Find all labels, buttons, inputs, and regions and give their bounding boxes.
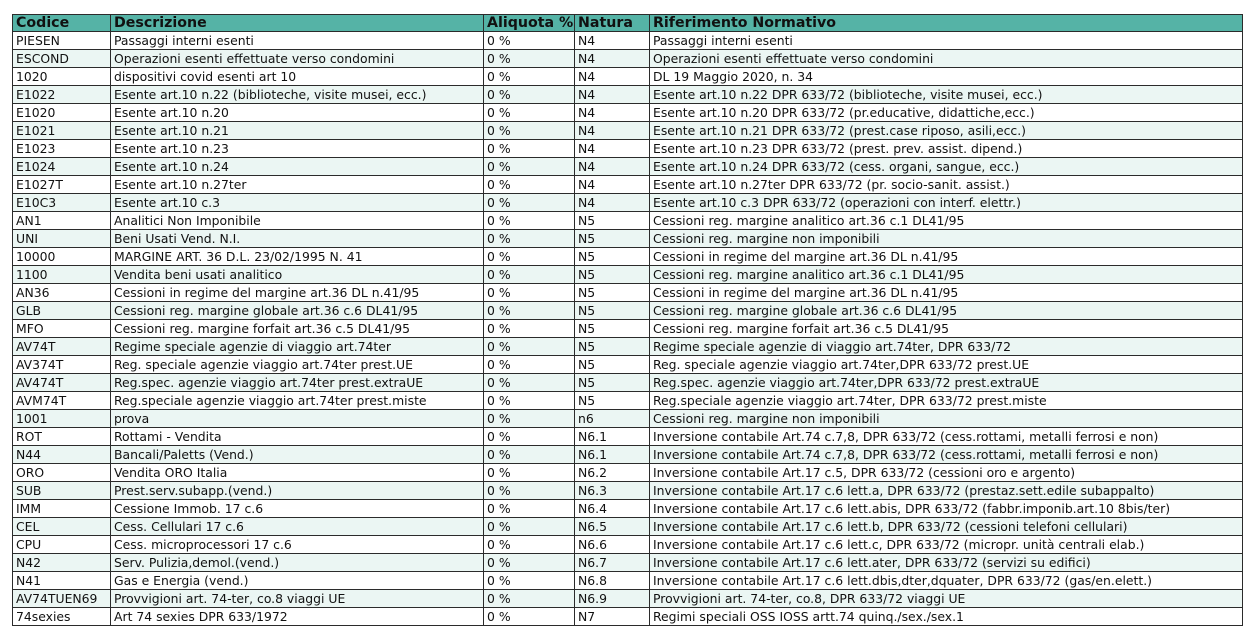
cell-natura: N5 (575, 356, 650, 374)
cell-natura: N6.1 (575, 428, 650, 446)
cell-riferimento-normativo: Esente art.10 n.22 DPR 633/72 (biblioteche, visite musei, ecc.) (650, 86, 1243, 104)
cell-codice: AV74TUEN69 (13, 590, 111, 608)
cell-aliquota: 0 % (484, 518, 575, 536)
cell-aliquota: 0 % (484, 320, 575, 338)
cell-riferimento-normativo: DL 19 Maggio 2020, n. 34 (650, 68, 1243, 86)
table-row[interactable] (13, 68, 1243, 86)
cell-descrizione: Cessioni reg. margine globale art.36 c.6 DL41/95 (111, 302, 484, 320)
cell-codice: E1024 (13, 158, 111, 176)
cell-natura: N4 (575, 104, 650, 122)
cell-codice: 74sexies (13, 608, 111, 626)
cell-aliquota: 0 % (484, 248, 575, 266)
cell-codice: 10000 (13, 248, 111, 266)
table-row[interactable] (13, 212, 1243, 230)
table-row[interactable] (13, 104, 1243, 122)
cell-natura: N4 (575, 86, 650, 104)
cell-natura: N5 (575, 392, 650, 410)
cell-riferimento-normativo: Inversione contabile Art.17 c.5, DPR 633/72 (cessioni oro e argento) (650, 464, 1243, 482)
cell-riferimento-normativo: Cessioni reg. margine globale art.36 c.6 DL41/95 (650, 302, 1243, 320)
table-row[interactable] (13, 266, 1243, 284)
cell-aliquota: 0 % (484, 176, 575, 194)
cell-aliquota: 0 % (484, 338, 575, 356)
table-row[interactable] (13, 356, 1243, 374)
cell-codice: PIESEN (13, 32, 111, 50)
cell-descrizione: Reg.speciale agenzie viaggio art.74ter prest.miste (111, 392, 484, 410)
vat-codes-table-container (12, 14, 1242, 626)
cell-codice: N44 (13, 446, 111, 464)
cell-natura: N4 (575, 50, 650, 68)
cell-aliquota: 0 % (484, 554, 575, 572)
cell-descrizione: Provvigioni art. 74-ter, co.8 viaggi UE (111, 590, 484, 608)
table-row[interactable] (13, 590, 1243, 608)
table-row[interactable] (13, 50, 1243, 68)
cell-descrizione: Rottami - Vendita (111, 428, 484, 446)
cell-codice: AN1 (13, 212, 111, 230)
cell-riferimento-normativo: Regime speciale agenzie di viaggio art.74ter, DPR 633/72 (650, 338, 1243, 356)
cell-codice: N41 (13, 572, 111, 590)
cell-natura: N5 (575, 212, 650, 230)
cell-aliquota: 0 % (484, 374, 575, 392)
table-header-row (13, 15, 1243, 32)
cell-aliquota: 0 % (484, 86, 575, 104)
cell-descrizione: Serv. Pulizia,demol.(vend.) (111, 554, 484, 572)
table-row[interactable] (13, 284, 1243, 302)
cell-riferimento-normativo: Cessioni in regime del margine art.36 DL n.41/95 (650, 284, 1243, 302)
cell-natura: N4 (575, 68, 650, 86)
cell-riferimento-normativo: Cessioni reg. margine non imponibili (650, 230, 1243, 248)
table-row[interactable] (13, 302, 1243, 320)
cell-codice: E1021 (13, 122, 111, 140)
table-row[interactable] (13, 230, 1243, 248)
cell-codice: 1001 (13, 410, 111, 428)
cell-aliquota: 0 % (484, 392, 575, 410)
cell-codice: 1100 (13, 266, 111, 284)
table-row[interactable] (13, 176, 1243, 194)
cell-aliquota: 0 % (484, 428, 575, 446)
cell-codice: ESCOND (13, 50, 111, 68)
cell-aliquota: 0 % (484, 266, 575, 284)
cell-descrizione: Cessioni reg. margine forfait art.36 c.5 DL41/95 (111, 320, 484, 338)
cell-natura: N4 (575, 158, 650, 176)
cell-descrizione: Esente art.10 n.24 (111, 158, 484, 176)
cell-aliquota: 0 % (484, 284, 575, 302)
cell-codice: 1020 (13, 68, 111, 86)
cell-aliquota: 0 % (484, 608, 575, 626)
cell-natura: N4 (575, 32, 650, 50)
table-row[interactable] (13, 248, 1243, 266)
cell-descrizione: Bancali/Paletts (Vend.) (111, 446, 484, 464)
cell-natura: N4 (575, 176, 650, 194)
cell-codice: E1027T (13, 176, 111, 194)
table-row[interactable] (13, 32, 1243, 50)
cell-natura: N5 (575, 266, 650, 284)
cell-natura: N7 (575, 608, 650, 626)
cell-riferimento-normativo: Regimi speciali OSS IOSS artt.74 quinq./sex./sex.1 (650, 608, 1243, 626)
cell-natura: N6.6 (575, 536, 650, 554)
cell-natura: N5 (575, 302, 650, 320)
cell-codice: AV374T (13, 356, 111, 374)
table-row[interactable] (13, 338, 1243, 356)
cell-codice: N42 (13, 554, 111, 572)
cell-riferimento-normativo: Reg.speciale agenzie viaggio art.74ter, DPR 633/72 prest.miste (650, 392, 1243, 410)
cell-codice: MFO (13, 320, 111, 338)
cell-riferimento-normativo: Esente art.10 n.27ter DPR 633/72 (pr. socio-sanit. assist.) (650, 176, 1243, 194)
cell-riferimento-normativo: Esente art.10 n.24 DPR 633/72 (cess. organi, sangue, ecc.) (650, 158, 1243, 176)
cell-aliquota: 0 % (484, 302, 575, 320)
cell-natura: N5 (575, 284, 650, 302)
cell-descrizione: Esente art.10 c.3 (111, 194, 484, 212)
cell-codice: ORO (13, 464, 111, 482)
cell-codice: UNI (13, 230, 111, 248)
cell-aliquota: 0 % (484, 482, 575, 500)
cell-descrizione: Operazioni esenti effettuate verso condomini (111, 50, 484, 68)
cell-riferimento-normativo: Inversione contabile Art.17 c.6 lett.abis, DPR 633/72 (fabbr.imponib.art.10 8bis/ter) (650, 500, 1243, 518)
cell-natura: N6.4 (575, 500, 650, 518)
cell-aliquota: 0 % (484, 122, 575, 140)
cell-codice: IMM (13, 500, 111, 518)
vat-codes-table (12, 14, 1243, 626)
cell-codice: SUB (13, 482, 111, 500)
table-row[interactable] (13, 86, 1243, 104)
cell-riferimento-normativo: Cessioni reg. margine forfait art.36 c.5 DL41/95 (650, 320, 1243, 338)
table-row[interactable] (13, 608, 1243, 626)
cell-aliquota: 0 % (484, 446, 575, 464)
cell-natura: N4 (575, 140, 650, 158)
cell-natura: N6.9 (575, 590, 650, 608)
table-row[interactable] (13, 158, 1243, 176)
cell-descrizione: Regime speciale agenzie di viaggio art.74ter (111, 338, 484, 356)
cell-descrizione: Analitici Non Imponibile (111, 212, 484, 230)
cell-aliquota: 0 % (484, 140, 575, 158)
cell-riferimento-normativo: Esente art.10 n.20 DPR 633/72 (pr.educative, didattiche,ecc.) (650, 104, 1243, 122)
cell-aliquota: 0 % (484, 194, 575, 212)
cell-riferimento-normativo: Esente art.10 n.21 DPR 633/72 (prest.case riposo, asili,ecc.) (650, 122, 1243, 140)
cell-descrizione: Passaggi interni esenti (111, 32, 484, 50)
cell-riferimento-normativo: Cessioni reg. margine analitico art.36 c.1 DL41/95 (650, 266, 1243, 284)
cell-descrizione: Art 74 sexies DPR 633/1972 (111, 608, 484, 626)
cell-descrizione: Cessioni in regime del margine art.36 DL n.41/95 (111, 284, 484, 302)
cell-codice: AN36 (13, 284, 111, 302)
cell-aliquota: 0 % (484, 158, 575, 176)
cell-codice: CPU (13, 536, 111, 554)
cell-aliquota: 0 % (484, 590, 575, 608)
cell-natura: N6.5 (575, 518, 650, 536)
cell-codice: E1022 (13, 86, 111, 104)
table-row[interactable] (13, 428, 1243, 446)
cell-natura: N5 (575, 374, 650, 392)
cell-riferimento-normativo: Reg. speciale agenzie viaggio art.74ter,DPR 633/72 prest.UE (650, 356, 1243, 374)
table-row[interactable] (13, 410, 1243, 428)
cell-descrizione: Vendita beni usati analitico (111, 266, 484, 284)
cell-aliquota: 0 % (484, 356, 575, 374)
cell-riferimento-normativo: Inversione contabile Art.17 c.6 lett.a, DPR 633/72 (prestaz.sett.edile subappalto) (650, 482, 1243, 500)
cell-natura: N4 (575, 122, 650, 140)
table-row[interactable] (13, 464, 1243, 482)
table-row[interactable] (13, 572, 1243, 590)
cell-descrizione: Cess. Cellulari 17 c.6 (111, 518, 484, 536)
cell-codice: AVM74T (13, 392, 111, 410)
header-codice[interactable]: Codice (13, 15, 111, 32)
cell-codice: AV74T (13, 338, 111, 356)
cell-natura: n6 (575, 410, 650, 428)
header-descrizione[interactable]: Descrizione (111, 15, 484, 32)
cell-riferimento-normativo: Inversione contabile Art.17 c.6 lett.dbis,dter,dquater, DPR 633/72 (gas/en.elett.) (650, 572, 1243, 590)
cell-riferimento-normativo: Esente art.10 c.3 DPR 633/72 (operazioni con interf. elettr.) (650, 194, 1243, 212)
cell-aliquota: 0 % (484, 32, 575, 50)
cell-riferimento-normativo: Operazioni esenti effettuate verso condomini (650, 50, 1243, 68)
table-row[interactable] (13, 122, 1243, 140)
table-row[interactable] (13, 554, 1243, 572)
cell-codice: GLB (13, 302, 111, 320)
cell-aliquota: 0 % (484, 500, 575, 518)
table-row[interactable] (13, 140, 1243, 158)
cell-natura: N5 (575, 338, 650, 356)
cell-riferimento-normativo: Cessioni reg. margine non imponibili (650, 410, 1243, 428)
cell-riferimento-normativo: Inversione contabile Art.74 c.7,8, DPR 633/72 (cess.rottami, metalli ferrosi e non) (650, 446, 1243, 464)
cell-riferimento-normativo: Provvigioni art. 74-ter, co.8, DPR 633/72 viaggi UE (650, 590, 1243, 608)
cell-aliquota: 0 % (484, 410, 575, 428)
cell-descrizione: Reg.spec. agenzie viaggio art.74ter prest.extraUE (111, 374, 484, 392)
cell-codice: ROT (13, 428, 111, 446)
cell-natura: N5 (575, 248, 650, 266)
cell-descrizione: Esente art.10 n.21 (111, 122, 484, 140)
cell-riferimento-normativo: Esente art.10 n.23 DPR 633/72 (prest. prev. assist. dipend.) (650, 140, 1243, 158)
cell-codice: E1020 (13, 104, 111, 122)
cell-riferimento-normativo: Cessioni in regime del margine art.36 DL n.41/95 (650, 248, 1243, 266)
header-aliquota[interactable]: Aliquota % (484, 15, 575, 32)
cell-natura: N6.3 (575, 482, 650, 500)
table-row[interactable] (13, 194, 1243, 212)
cell-natura: N6.7 (575, 554, 650, 572)
cell-descrizione: Esente art.10 n.22 (biblioteche, visite musei, ecc.) (111, 86, 484, 104)
cell-descrizione: Esente art.10 n.23 (111, 140, 484, 158)
cell-natura: N4 (575, 194, 650, 212)
cell-aliquota: 0 % (484, 536, 575, 554)
cell-descrizione: Esente art.10 n.20 (111, 104, 484, 122)
cell-descrizione: Prest.serv.subapp.(vend.) (111, 482, 484, 500)
table-row[interactable] (13, 392, 1243, 410)
cell-riferimento-normativo: Inversione contabile Art.74 c.7,8, DPR 633/72 (cess.rottami, metalli ferrosi e non) (650, 428, 1243, 446)
table-row[interactable] (13, 446, 1243, 464)
cell-descrizione: prova (111, 410, 484, 428)
cell-codice: CEL (13, 518, 111, 536)
cell-descrizione: Esente art.10 n.27ter (111, 176, 484, 194)
cell-riferimento-normativo: Inversione contabile Art.17 c.6 lett.ater, DPR 633/72 (servizi su edifici) (650, 554, 1243, 572)
cell-riferimento-normativo: Inversione contabile Art.17 c.6 lett.b, DPR 633/72 (cessioni telefoni cellulari) (650, 518, 1243, 536)
cell-descrizione: Cess. microprocessori 17 c.6 (111, 536, 484, 554)
cell-aliquota: 0 % (484, 572, 575, 590)
cell-descrizione: Vendita ORO Italia (111, 464, 484, 482)
cell-aliquota: 0 % (484, 212, 575, 230)
table-row[interactable] (13, 482, 1243, 500)
table-row[interactable] (13, 500, 1243, 518)
cell-descrizione: Reg. speciale agenzie viaggio art.74ter prest.UE (111, 356, 484, 374)
cell-natura: N5 (575, 230, 650, 248)
cell-descrizione: Beni Usati Vend. N.I. (111, 230, 484, 248)
table-row[interactable] (13, 518, 1243, 536)
cell-natura: N6.1 (575, 446, 650, 464)
cell-descrizione: MARGINE ART. 36 D.L. 23/02/1995 N. 41 (111, 248, 484, 266)
cell-codice: E1023 (13, 140, 111, 158)
header-riferimento-normativo[interactable]: Riferimento Normativo (650, 15, 1243, 32)
header-natura[interactable]: Natura (575, 15, 650, 32)
cell-aliquota: 0 % (484, 230, 575, 248)
table-row[interactable] (13, 374, 1243, 392)
cell-aliquota: 0 % (484, 68, 575, 86)
cell-codice: AV474T (13, 374, 111, 392)
cell-riferimento-normativo: Reg.spec. agenzie viaggio art.74ter,DPR 633/72 prest.extraUE (650, 374, 1243, 392)
cell-descrizione: dispositivi covid esenti art 10 (111, 68, 484, 86)
cell-riferimento-normativo: Inversione contabile Art.17 c.6 lett.c, DPR 633/72 (micropr. unità centrali elab.) (650, 536, 1243, 554)
cell-natura: N6.8 (575, 572, 650, 590)
table-row[interactable] (13, 536, 1243, 554)
cell-aliquota: 0 % (484, 50, 575, 68)
cell-natura: N5 (575, 320, 650, 338)
cell-riferimento-normativo: Cessioni reg. margine analitico art.36 c.1 DL41/95 (650, 212, 1243, 230)
cell-codice: E10C3 (13, 194, 111, 212)
cell-descrizione: Gas e Energia (vend.) (111, 572, 484, 590)
cell-riferimento-normativo: Passaggi interni esenti (650, 32, 1243, 50)
cell-aliquota: 0 % (484, 464, 575, 482)
cell-descrizione: Cessione Immob. 17 c.6 (111, 500, 484, 518)
cell-aliquota: 0 % (484, 104, 575, 122)
table-row[interactable] (13, 320, 1243, 338)
cell-natura: N6.2 (575, 464, 650, 482)
